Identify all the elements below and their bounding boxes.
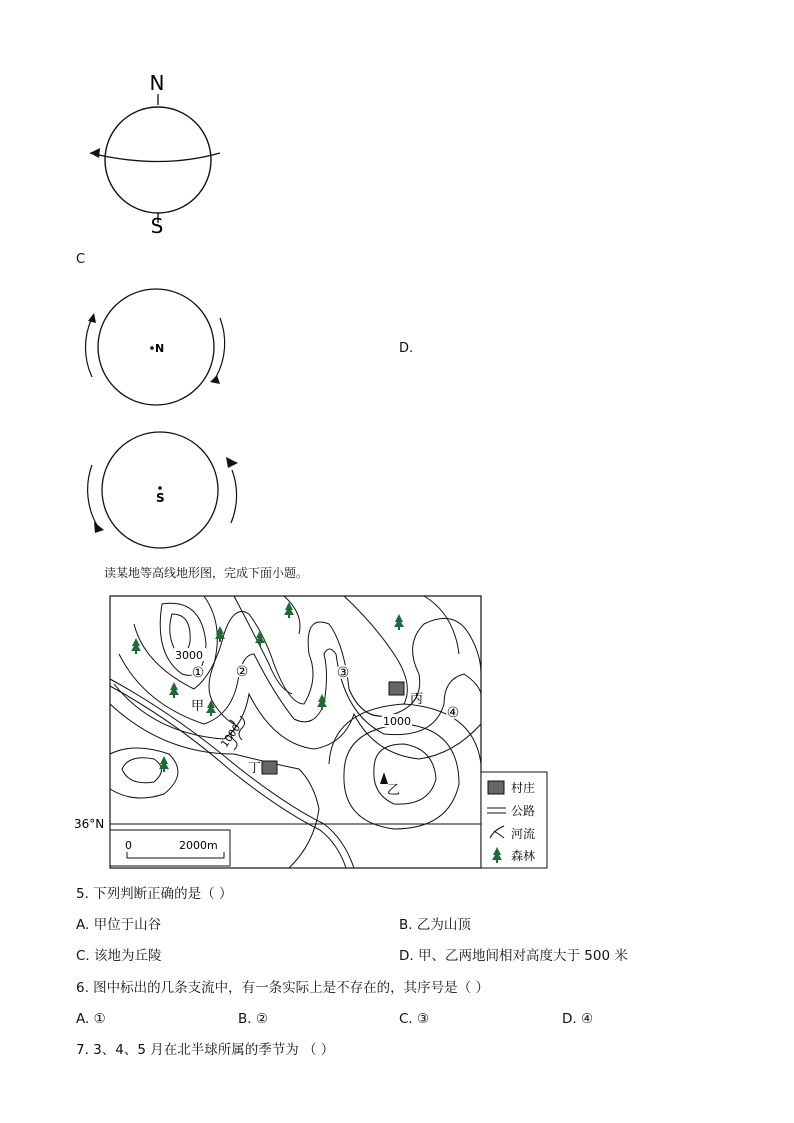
place-ding: 丁 — [248, 761, 262, 776]
q5-stem: 5. 下列判断正确的是（ ） — [76, 886, 233, 902]
q6-option-b: B. ② — [238, 1011, 268, 1027]
q5-option-a: A. 甲位于山谷 — [76, 917, 162, 933]
q5-option-b: B. 乙为山顶 — [399, 917, 471, 933]
legend-river-label: 河流 — [511, 827, 536, 841]
scale-zero: 0 — [125, 839, 132, 852]
village-bing-icon — [389, 682, 404, 695]
option-c-label: C — [76, 252, 86, 267]
river-number-2: ② — [235, 664, 249, 680]
latitude-label: 36°N — [74, 817, 105, 831]
q6-option-c: C. ③ — [399, 1011, 430, 1027]
contour-1000-label: 1000 — [383, 715, 411, 728]
scale-distance: 2000m — [179, 839, 218, 852]
option-d-label: D. — [399, 341, 414, 356]
q6-option-a: A. ① — [76, 1011, 106, 1027]
place-jia: 甲 — [191, 699, 205, 714]
river-number-3: ③ — [336, 665, 350, 681]
c-north-label: N — [155, 342, 165, 355]
village-ding-icon — [262, 761, 277, 774]
legend-village-icon — [488, 781, 504, 794]
contour-3000-label: 3000 — [175, 649, 203, 662]
river-number-4: ④ — [446, 705, 460, 721]
contour-map — [74, 594, 554, 874]
q6-stem: 6. 图中标出的几条支流中，有一条实际上是不存在的，其序号是（ ） — [76, 980, 489, 996]
place-yi: 乙 — [387, 783, 401, 798]
option-c-figure — [76, 285, 251, 550]
c-south-label: S — [156, 491, 165, 505]
q5-option-c: C. 该地为丘陵 — [76, 948, 162, 964]
place-bing: 丙 — [410, 692, 424, 707]
map-intro: 读某地等高线地形图，完成下面小题。 — [104, 566, 309, 580]
legend-forest-label: 森林 — [511, 849, 536, 863]
north-label: N — [149, 71, 165, 95]
q5-option-d: D. 甲、乙两地间相对高度大于 500 米 — [399, 948, 628, 964]
q7-stem: 7. 3、4、5 月在北半球所属的季节为 （ ） — [76, 1042, 335, 1058]
figure-b-globe — [80, 70, 230, 235]
river-number-1: ① — [191, 665, 205, 681]
legend-road-label: 公路 — [511, 804, 536, 818]
south-label: S — [150, 214, 164, 235]
q6-option-d: D. ④ — [562, 1011, 594, 1027]
contour-1000-label-rotated: 1000 — [219, 722, 244, 750]
legend-village-label: 村庄 — [511, 781, 536, 795]
